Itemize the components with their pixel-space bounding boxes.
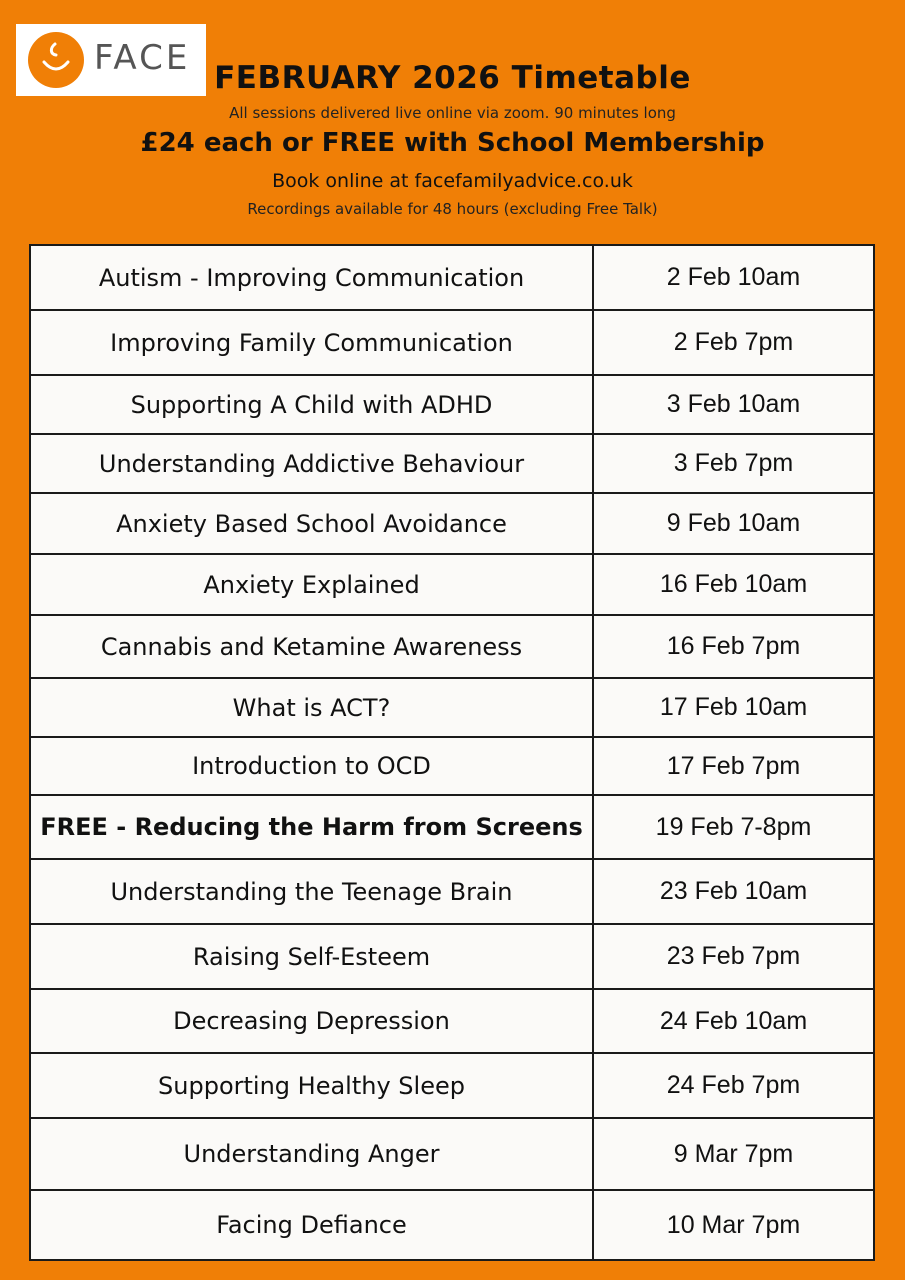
table-row [31,494,873,555]
logo-text: FACE [94,38,191,78]
session-date: 16 Feb 10am [659,570,808,598]
table-row [31,435,873,494]
table-row [31,555,873,616]
table-row [31,246,873,311]
session-name: Introduction to OCD [31,738,594,794]
table-row [31,860,873,925]
session-name: Raising Self-Esteem [31,925,594,988]
session-date: 2 Feb 10am [666,263,801,291]
session-date: 3 Feb 7pm [673,449,794,477]
session-name: Autism - Improving Communication [31,246,594,309]
session-name: Decreasing Depression [31,990,594,1052]
session-date: 17 Feb 10am [659,693,808,721]
session-date: 9 Mar 7pm [673,1139,794,1168]
page-title: FEBRUARY 2026 Timetable [214,60,691,96]
session-date: 9 Feb 10am [666,509,801,537]
session-date: 24 Feb 7pm [666,1071,801,1099]
table-row [31,679,873,738]
session-date: 2 Feb 7pm [673,328,794,356]
session-date: 10 Mar 7pm [666,1210,801,1239]
table-row [31,738,873,796]
session-name: Understanding Addictive Behaviour [31,435,594,492]
session-date: 3 Feb 10am [666,390,801,418]
session-name: Understanding Anger [31,1119,594,1189]
booking-line: Book online at facefamilyadvice.co.uk [272,170,633,192]
session-name: Facing Defiance [31,1191,594,1259]
session-date: 23 Feb 10am [659,877,808,905]
session-name: Anxiety Explained [31,555,594,614]
session-name: Cannabis and Ketamine Awareness [31,616,594,677]
session-name: FREE - Reducing the Harm from Screens [31,796,594,858]
session-date: 17 Feb 7pm [666,751,801,780]
table-row [31,311,873,376]
table-row [31,1119,873,1191]
table-row [31,1054,873,1119]
session-name: Anxiety Based School Avoidance [31,494,594,553]
session-date: 23 Feb 7pm [666,942,801,970]
table-row [31,1191,873,1259]
session-name: Supporting A Child with ADHD [31,376,594,433]
table-row [31,616,873,679]
timetable [29,244,875,1261]
session-name: Understanding the Teenage Brain [31,860,594,923]
session-name: What is ACT? [31,679,594,736]
table-row [31,925,873,990]
session-date: 24 Feb 10am [659,1006,808,1035]
delivery-note: All sessions delivered live online via zoom. 90 minutes long [229,104,676,122]
recordings-note: Recordings available for 48 hours (excluding Free Talk) [247,200,658,218]
table-row [31,796,873,860]
session-name: Supporting Healthy Sleep [31,1054,594,1117]
session-date: 16 Feb 7pm [666,632,801,660]
session-name: Improving Family Communication [31,311,594,374]
table-row [31,376,873,435]
session-date: 19 Feb 7-8pm [655,812,812,841]
table-row [31,990,873,1054]
price-line: £24 each or FREE with School Membership [140,128,765,158]
